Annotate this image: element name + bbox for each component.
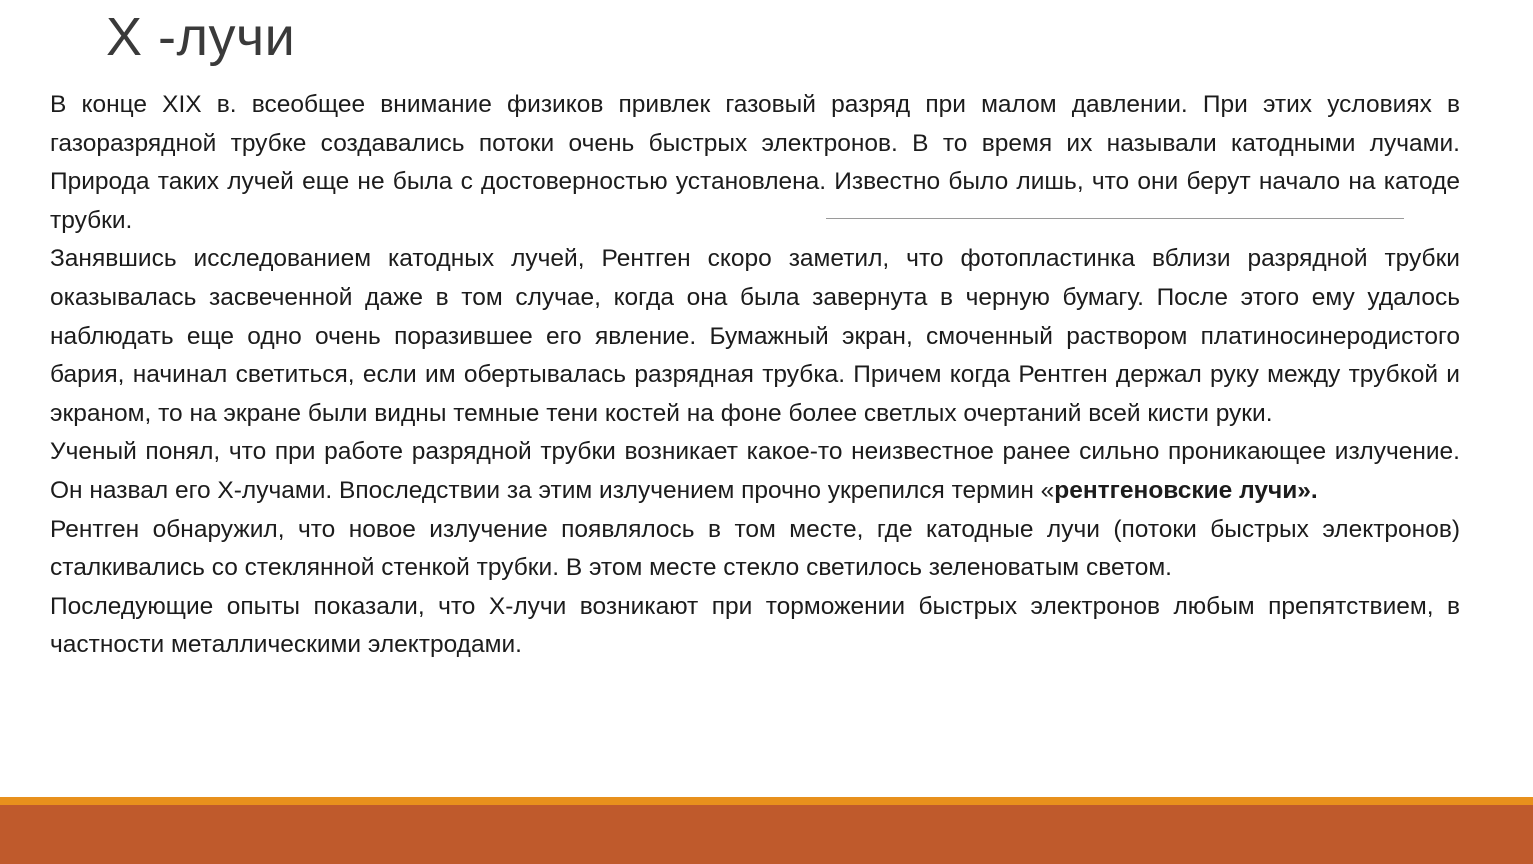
- slide-title: X -лучи: [106, 7, 296, 67]
- footer-accent-stripe: [0, 797, 1533, 805]
- footer-bar: [0, 805, 1533, 864]
- paragraph-4: Рентген обнаружил, что новое излучение появлялось в том месте, где катодные лучи (потоки быстрых электронов) сталкивались со стеклянной стенкой трубки. В этом месте стекло светилось зеленоватым светом.: [50, 515, 1460, 582]
- paragraph-1: В конце XIX в. всеобщее внимание физиков привлек газовый разряд при малом давлении. При этих условиях в газоразрядной трубке создавались потоки очень быстрых электронов. В то время их называли катодными лучами. Природа таких лучей еще не была с достоверностью установлена. Известно было лишь, что они берут начало на катоде трубки.: [50, 91, 1460, 234]
- slide-body: [50, 86, 1460, 665]
- paragraph-3: [50, 433, 1460, 510]
- paragraph-3-text: Ученый понял, что при работе разрядной трубки возникает какое-то неизвестное ранее сильно проникающее излучение. Он назвал его X-лучами. Впоследствии за этим излучением прочно укрепился термин «: [50, 438, 1460, 504]
- paragraph-3-bold-term: рентгеновские лучи».: [1054, 476, 1318, 504]
- paragraph-5: Последующие опыты показали, что X-лучи возникают при торможении быстрых электронов любым препятствием, в частности металлическими электродами.: [50, 592, 1460, 659]
- divider-line: [826, 218, 1404, 219]
- paragraph-2: Занявшись исследованием катодных лучей, Рентген скоро заметил, что фотопластинка вблизи разрядной трубки оказывалась засвеченной даже в том случае, когда она была завернута в черную бумагу. После этого ему удалось наблюдать еще одно очень поразившее его явление. Бумажный экран, смоченный раствором платиносинеродистого бария, начинал светиться, если им обертывалась разрядная трубка. Причем когда Рентген держал руку между трубкой и экраном, то на экране были видны темные тени костей на фоне более светлых очертаний всей кисти руки.: [50, 245, 1460, 427]
